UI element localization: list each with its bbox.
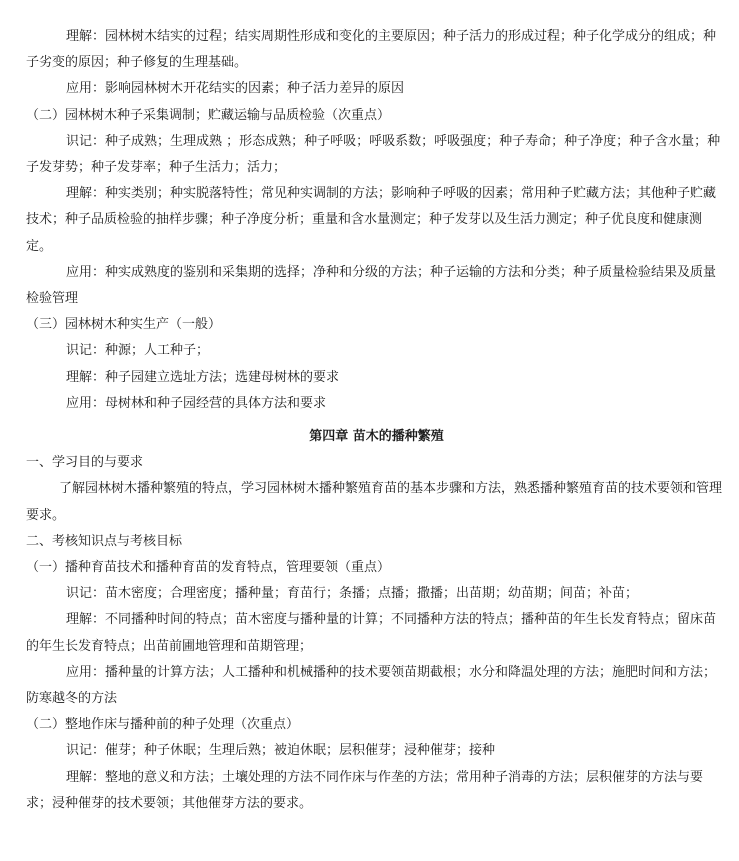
paragraph-understand-seed-orchard: 理解：种子园建立选址方法；选建母树林的要求 <box>66 369 340 385</box>
paragraph-apply-seed-maturity: 应用：种实成熟度的鉴别和采集期的选择；净种和分级的方法；种子运输的方法和分类；种子质量检验结果及质量检验管理 <box>26 264 717 307</box>
paragraph-apply-flowering: 应用：影响园林树木开花结实的因素；种子活力差异的原因 <box>66 81 405 97</box>
paragraph-memorize-seed-maturity: 识记：种子成熟；生理成熟 ；形态成熟；种子呼吸；呼吸系数；呼吸强度；种子寿命；种子净度；种子含水量；种子发芽势；种子发芽率；种子生活力；活力； <box>26 133 721 176</box>
paragraph-understand-sowing-time: 理解：不同播种时间的特点；苗木密度与播种量的计算；不同播种方法的特点；播种苗的年生长发育特点；留床苗的年生长发育特点；出苗前圃地管理和苗期管理； <box>26 612 717 654</box>
paragraph-memorize-seedling-density: 识记：苗木密度；合理密度；播种量；育苗行；条播；点播；撒播；出苗期；幼苗期；间苗；补苗； <box>66 586 639 602</box>
subsection-heading-sowing-technique: （一）播种育苗技术和播种育苗的发育特点，管理要领（重点） <box>26 560 391 576</box>
paragraph-understand-fruiting: 理解：园林树木结实的过程；结实周期性形成和变化的主要原因；种子活力的形成过程；种子化学成分的组成；种子劣变的原因；种子修复的生理基础。 <box>26 29 717 71</box>
paragraph-understand-land-prep: 理解：整地的意义和方法；土壤处理的方法不同作床与作垄的方法；常用种子消毒的方法；层积催芽的方法与要求；浸种催芽的技术要领；其他催芽方法的要求。 <box>26 769 704 811</box>
chapter-title: 第四章 苗木的播种繁殖 <box>309 429 444 445</box>
paragraph-apply-seed-orchard: 应用：母树林和种子园经营的具体方法和要求 <box>66 395 327 411</box>
paragraph-apply-sowing-rate: 应用：播种量的计算方法；人工播种和机械播种的技术要领苗期截根；水分和降温处理的方法；施肥时间和方法；防寒越冬的方法 <box>26 664 717 707</box>
section-heading-assessment: 二、考核知识点与考核目标 <box>26 533 183 549</box>
paragraph-memorize-seed-source: 识记：种源；人工种子； <box>66 343 210 359</box>
subsection-heading-seed-production: （三）园林树木种实生产（一般） <box>26 317 222 333</box>
subsection-heading-seed-collection: （二）园林树木种子采集调制；贮藏运输与品质检验（次重点） <box>26 107 391 123</box>
subsection-heading-land-prep: （二）整地作床与播种前的种子处理（次重点） <box>26 717 300 733</box>
paragraph-goals: 了解园林树木播种繁殖的特点，学习园林树木播种繁殖育苗的基本步骤和方法，熟悉播种繁殖育苗的技术要领和管理要求。 <box>26 481 723 523</box>
paragraph-understand-seed-types: 理解：种实类别；种实脱落特性；常见种实调制的方法；影响种子呼吸的因素；常用种子贮藏方法；其他种子贮藏技术；种子品质检验的抽样步骤；种子净度分析；重量和含水量测定；种子发芽以及生活力测定；种子优良度和健康测定。 <box>26 186 717 254</box>
section-heading-goals: 一、学习目的与要求 <box>26 455 144 471</box>
paragraph-memorize-germination: 识记：催芽；种子休眠；生理后熟；被迫休眠；层积催芽；浸种催芽；接种 <box>66 743 496 759</box>
